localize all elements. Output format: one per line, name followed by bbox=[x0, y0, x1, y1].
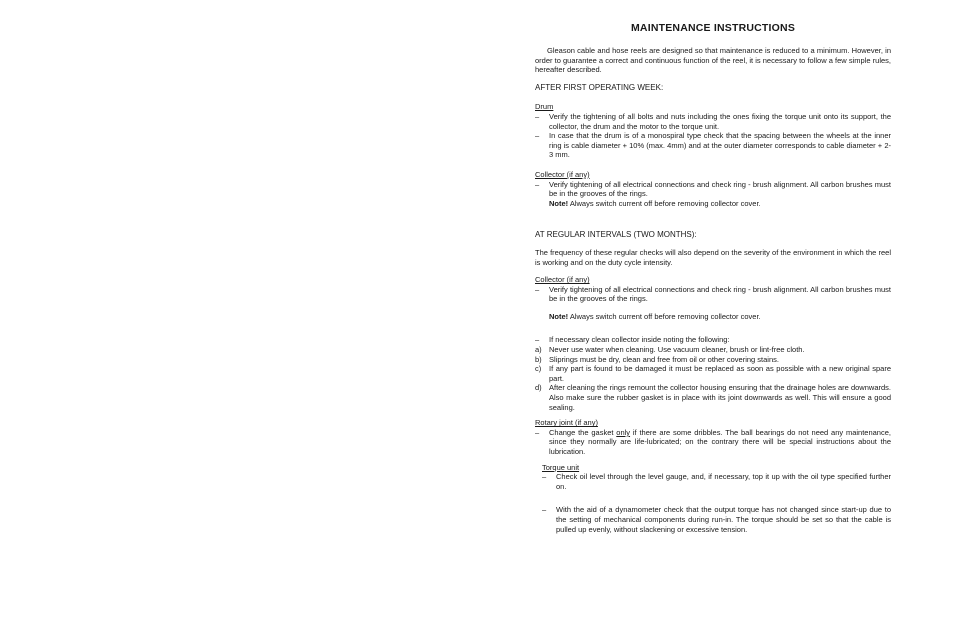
note bbox=[549, 312, 891, 322]
section-heading-first-week: AFTER FIRST OPERATING WEEK: bbox=[535, 82, 664, 92]
dash-marker: – bbox=[542, 505, 547, 515]
rotary-text-after: if there are some dribbles. The ball bearings do not need any maintenance, since they normally are life-lubricated; on the contrary there will be special instructions about the lubrication. bbox=[549, 427, 891, 456]
note-text: Always switch current off before removing collector cover. bbox=[569, 311, 761, 321]
cleaning-item bbox=[535, 383, 891, 412]
cleaning-item bbox=[535, 364, 891, 383]
list-item-text: Verify tightening of all electrical connections and check ring - brush alignment. All carbon brushes must be in the grooves of the rings. bbox=[549, 284, 891, 304]
cleaning-item bbox=[535, 355, 891, 365]
list-item bbox=[535, 131, 891, 160]
subheading-collector-regular: Collector (if any) bbox=[535, 275, 590, 285]
dash-marker: – bbox=[542, 472, 547, 482]
dash-marker: – bbox=[535, 427, 540, 437]
cleaning-item-text: Never use water when cleaning. Use vacuum cleaner, brush or lint-free cloth. bbox=[549, 345, 805, 355]
rotary-text-only: only bbox=[616, 427, 631, 437]
dash-marker: – bbox=[535, 131, 540, 141]
list-item-text bbox=[549, 428, 891, 457]
letter-marker: b) bbox=[535, 354, 542, 364]
list-item-text: Verify the tightening of all bolts and nuts including the ones fixing the torque unit onto its support, the collector, the drum and the motor to the torque unit. bbox=[549, 111, 891, 131]
dash-marker: – bbox=[535, 179, 540, 189]
dash-marker: – bbox=[535, 284, 540, 294]
dash-marker: – bbox=[535, 111, 540, 121]
cleaning-item-text: If any part is found to be damaged it must be replaced as soon as possible with a new original spare part. bbox=[549, 364, 891, 383]
list-item bbox=[535, 285, 891, 304]
regular-intro-paragraph: The frequency of these regular checks will also depend on the severity of the environment in which the reel is working and on the duty cycle intensity. bbox=[535, 247, 891, 267]
list-item bbox=[535, 180, 891, 199]
page-title: MAINTENANCE INSTRUCTIONS bbox=[630, 22, 796, 34]
subheading-torque-unit: Torque unit bbox=[542, 462, 580, 472]
cleaning-item bbox=[535, 345, 891, 355]
list-item bbox=[542, 472, 891, 491]
list-item bbox=[535, 428, 891, 457]
list-item-text: With the aid of a dynamometer check that the output torque has not changed since start-up due to the setting of mechanical components during run-in. The torque should be set so that the cable is pulled up evenly, without slackening or excessive tension. bbox=[556, 505, 891, 534]
list-item-text: In case that the drum is of a monospiral type check that the spacing between the wheels at the inner ring is cable diameter + 10% (max. 4mm) and at the outer diameter corresponds to cable diameter + 2-3 mm. bbox=[549, 131, 891, 160]
subheading-collector: Collector (if any) bbox=[535, 169, 590, 179]
section-heading-regular: AT REGULAR INTERVALS (TWO MONTHS): bbox=[535, 230, 697, 240]
list-item-text: If necessary clean collector inside noting the following: bbox=[549, 335, 730, 345]
letter-marker: c) bbox=[535, 364, 542, 374]
note-label: Note! bbox=[549, 198, 569, 208]
list-item-text: Check oil level through the level gauge, and, if necessary, top it up with the oil type specified further on. bbox=[556, 472, 891, 491]
subheading-drum: Drum bbox=[535, 102, 554, 112]
subheading-rotary-joint: Rotary joint (if any) bbox=[535, 418, 598, 428]
intro-paragraph: Gleason cable and hose reels are designed so that maintenance is reduced to a minimum. However, in order to guarantee a correct and continuous function of the reel, it is necessary to follow a few simple rules, hereafter described. bbox=[535, 46, 891, 75]
letter-marker: d) bbox=[535, 383, 542, 393]
dash-marker: – bbox=[535, 335, 540, 345]
cleaning-item-text: After cleaning the rings remount the collector housing ensuring that the drainage holes are downwards. Also make sure the rubber gasket is in place with its joint downwards as well. This will ensure a good sealing. bbox=[549, 383, 891, 412]
list-item bbox=[542, 505, 891, 534]
note bbox=[549, 199, 891, 209]
note-label: Note! bbox=[549, 311, 569, 321]
maintenance-page bbox=[535, 22, 891, 534]
cleaning-item-text: Sliprings must be dry, clean and free from oil or other covering stains. bbox=[549, 354, 779, 364]
list-item bbox=[535, 335, 891, 345]
letter-marker: a) bbox=[535, 345, 542, 355]
list-item bbox=[535, 112, 891, 131]
note-text: Always switch current off before removing collector cover. bbox=[569, 198, 761, 208]
list-item-text: Verify tightening of all electrical connections and check ring - brush alignment. All carbon brushes must be in the grooves of the rings. bbox=[549, 179, 891, 199]
rotary-text-before: Change the gasket bbox=[549, 427, 614, 437]
